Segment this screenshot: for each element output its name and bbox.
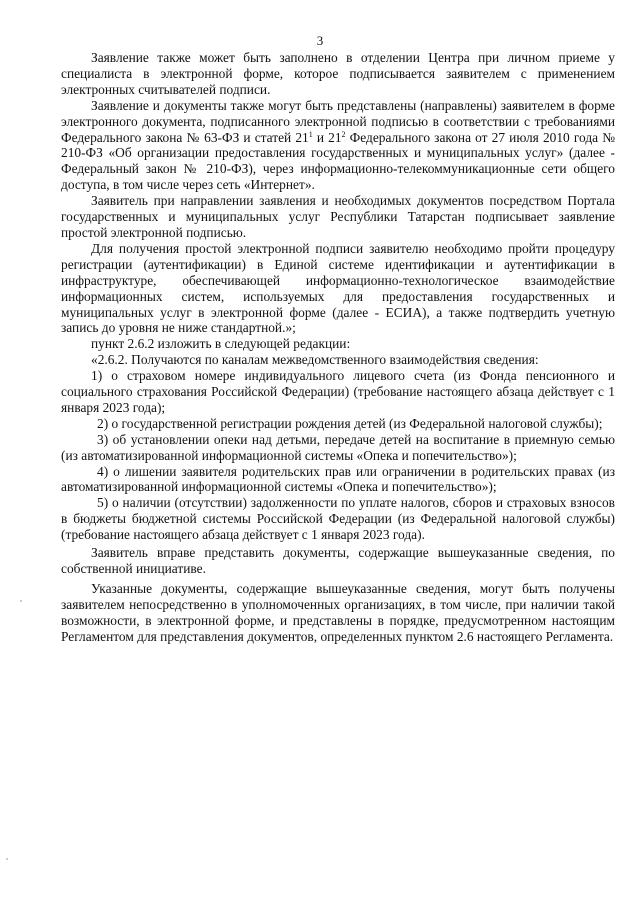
paragraph-text-middle: и 21: [312, 129, 342, 145]
list-item-guardianship: 3) об установлении опеки над детьми, передаче детей на воспитание в приемную семью (из автоматизированной информационной системы «Опека и попечительство»);: [61, 431, 615, 463]
scan-speck: [20, 600, 22, 602]
list-item-snils: 1) о страховом номере индивидуального лицевого счета (из Фонда пенсионного и социального страхования Российской Федерации) (требование настоящего абзаца действует с 1 января 2023 года);: [61, 368, 615, 415]
superscript-article-2: 2: [341, 129, 346, 139]
list-item-birth-registration: 2) о государственной регистрации рождения детей (из Федеральной налоговой службы);: [97, 415, 603, 431]
scan-speck: [6, 858, 8, 860]
document-body: [61, 50, 615, 645]
paragraph-amend-clause: пункт 2.6.2 изложить в следующей редакции:: [91, 336, 351, 352]
paragraph-text-after: Федерального закона от 27 июля 2010 года № 210-ФЗ «Об организации предоставления государственных и муниципальных услуг» (далее - Федеральный закон № 210-ФЗ), через информационно-телекоммуникационные сети общего доступа, в том числе через сеть «Интернет».: [61, 129, 615, 193]
paragraph-electronic-form-in-center: Заявление также может быть заполнено в отделении Центра при личном приеме у специалиста в электронной форме, которое подписывается заявителем с применением электронных считывателей подписи.: [61, 50, 615, 97]
paragraph-own-initiative: Заявитель вправе представить документы, содержащие вышеуказанные сведения, по собственной инициативе.: [61, 545, 615, 576]
superscript-article-1: 1: [308, 129, 313, 139]
paragraph-portal-simple-signature: Заявитель при направлении заявления и необходимых документов посредством Портала государственных и муниципальных услуг Республики Татарстан подписывает заявление простой электронной подписью.: [61, 193, 615, 240]
paragraph-electronic-document-submission: [61, 98, 615, 193]
paragraph-esia-registration: Для получения простой электронной подписи заявителю необходимо пройти процедуру регистрации (аутентификации) в Единой системе идентификации и аутентификации в инфраструктуре, обеспечивающей информационно-технологическое взаимодействие информационных систем, используемых для предоставления государственных и муниципальных услуг в электронной форме (далее - ЕСИА), а также подтвердить учетную запись до уровня не ниже стандартной.»;: [61, 240, 615, 336]
list-item-tax-debt: 5) о наличии (отсутствии) задолженности по уплате налогов, сборов и страховых взносов в бюджеты бюджетной системы Российской Федерации (из Федеральной налоговой службы) (требование настоящего абзаца действует с 1 января 2023 года).: [61, 495, 615, 543]
paragraph-documents-obtained: Указанные документы, содержащие вышеуказанные сведения, могут быть получены заявителем непосредственно в уполномоченных организациях, в том числе, при наличии такой возможности, в электронной форме, и представлены в порядке, предусмотренном настоящим Регламентом для представления документов, определенных пунктом 2.6 настоящего Регламента.: [61, 580, 615, 644]
paragraph-clause-2-6-2-heading: «2.6.2. Получаются по каналам межведомственного взаимодействия сведения:: [91, 352, 539, 368]
list-item-parental-rights: 4) о лишении заявителя родительских прав или ограничении в родительских правах (из автоматизированной информационной системы «Опека и попечительство»);: [61, 463, 615, 495]
paragraph-text-before: Заявление и документы также могут быть представлены (направлены) заявителем в форме электронного документа, подписанного электронной подписью в соответствии с требованиями Федерального закона № 63-ФЗ и статей 21: [61, 97, 615, 145]
page-number: 3: [316, 33, 324, 48]
